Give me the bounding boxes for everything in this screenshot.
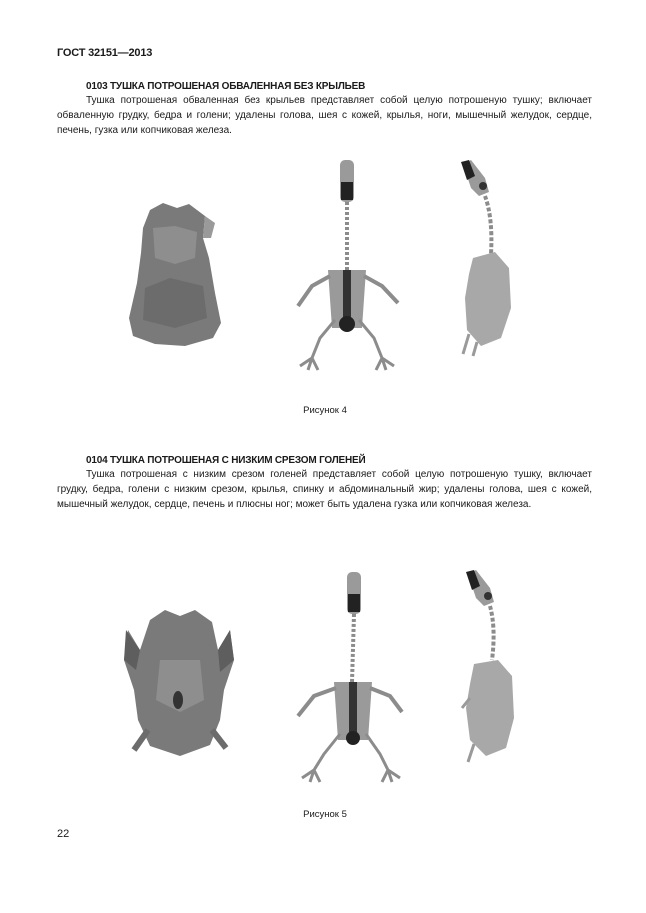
figure-5-caption: Рисунок 5	[303, 809, 347, 820]
whole-carcass-image	[120, 600, 240, 760]
document-code: ГОСТ 32151—2013	[57, 47, 153, 59]
page-number: 22	[57, 828, 70, 840]
skeleton-side-image	[460, 568, 530, 768]
section-text-0103: Тушка потрошеная обваленная без крыльев представляет собой целую потрошеную тушку; включает обваленную грудку, бедра и голени; удалены голова, шея с кожей, крылья, ноги, мышечный желудок, сердце, печень, гузка или копчиковая железа.	[57, 95, 592, 136]
skeleton-front-image	[290, 158, 405, 373]
figure-4-caption: Рисунок 4	[303, 405, 347, 416]
boneless-carcass-image	[125, 198, 225, 348]
section-text-0104: Тушка потрошеная с низким срезом голеней представляет собой целую потрошеную тушку, включает грудку, бедра, голени с низким срезом, крылья, спинку и абдоминальный жир; удалены голова, шея с кожей, мышечный желудок, сердце, печень и плюсны ног; может быть удалена гузка или копчиковая железа.	[57, 469, 592, 510]
skeleton-front-image	[290, 570, 405, 785]
skeleton-side-image	[455, 158, 525, 358]
section-title-0103: 0103 ТУШКА ПОТРОШЕНАЯ ОБВАЛЕННАЯ БЕЗ КРЫЛЬЕВ	[86, 81, 366, 92]
section-title-0104: 0104 ТУШКА ПОТРОШЕНАЯ С НИЗКИМ СРЕЗОМ ГОЛЕНЕЙ	[86, 455, 366, 466]
